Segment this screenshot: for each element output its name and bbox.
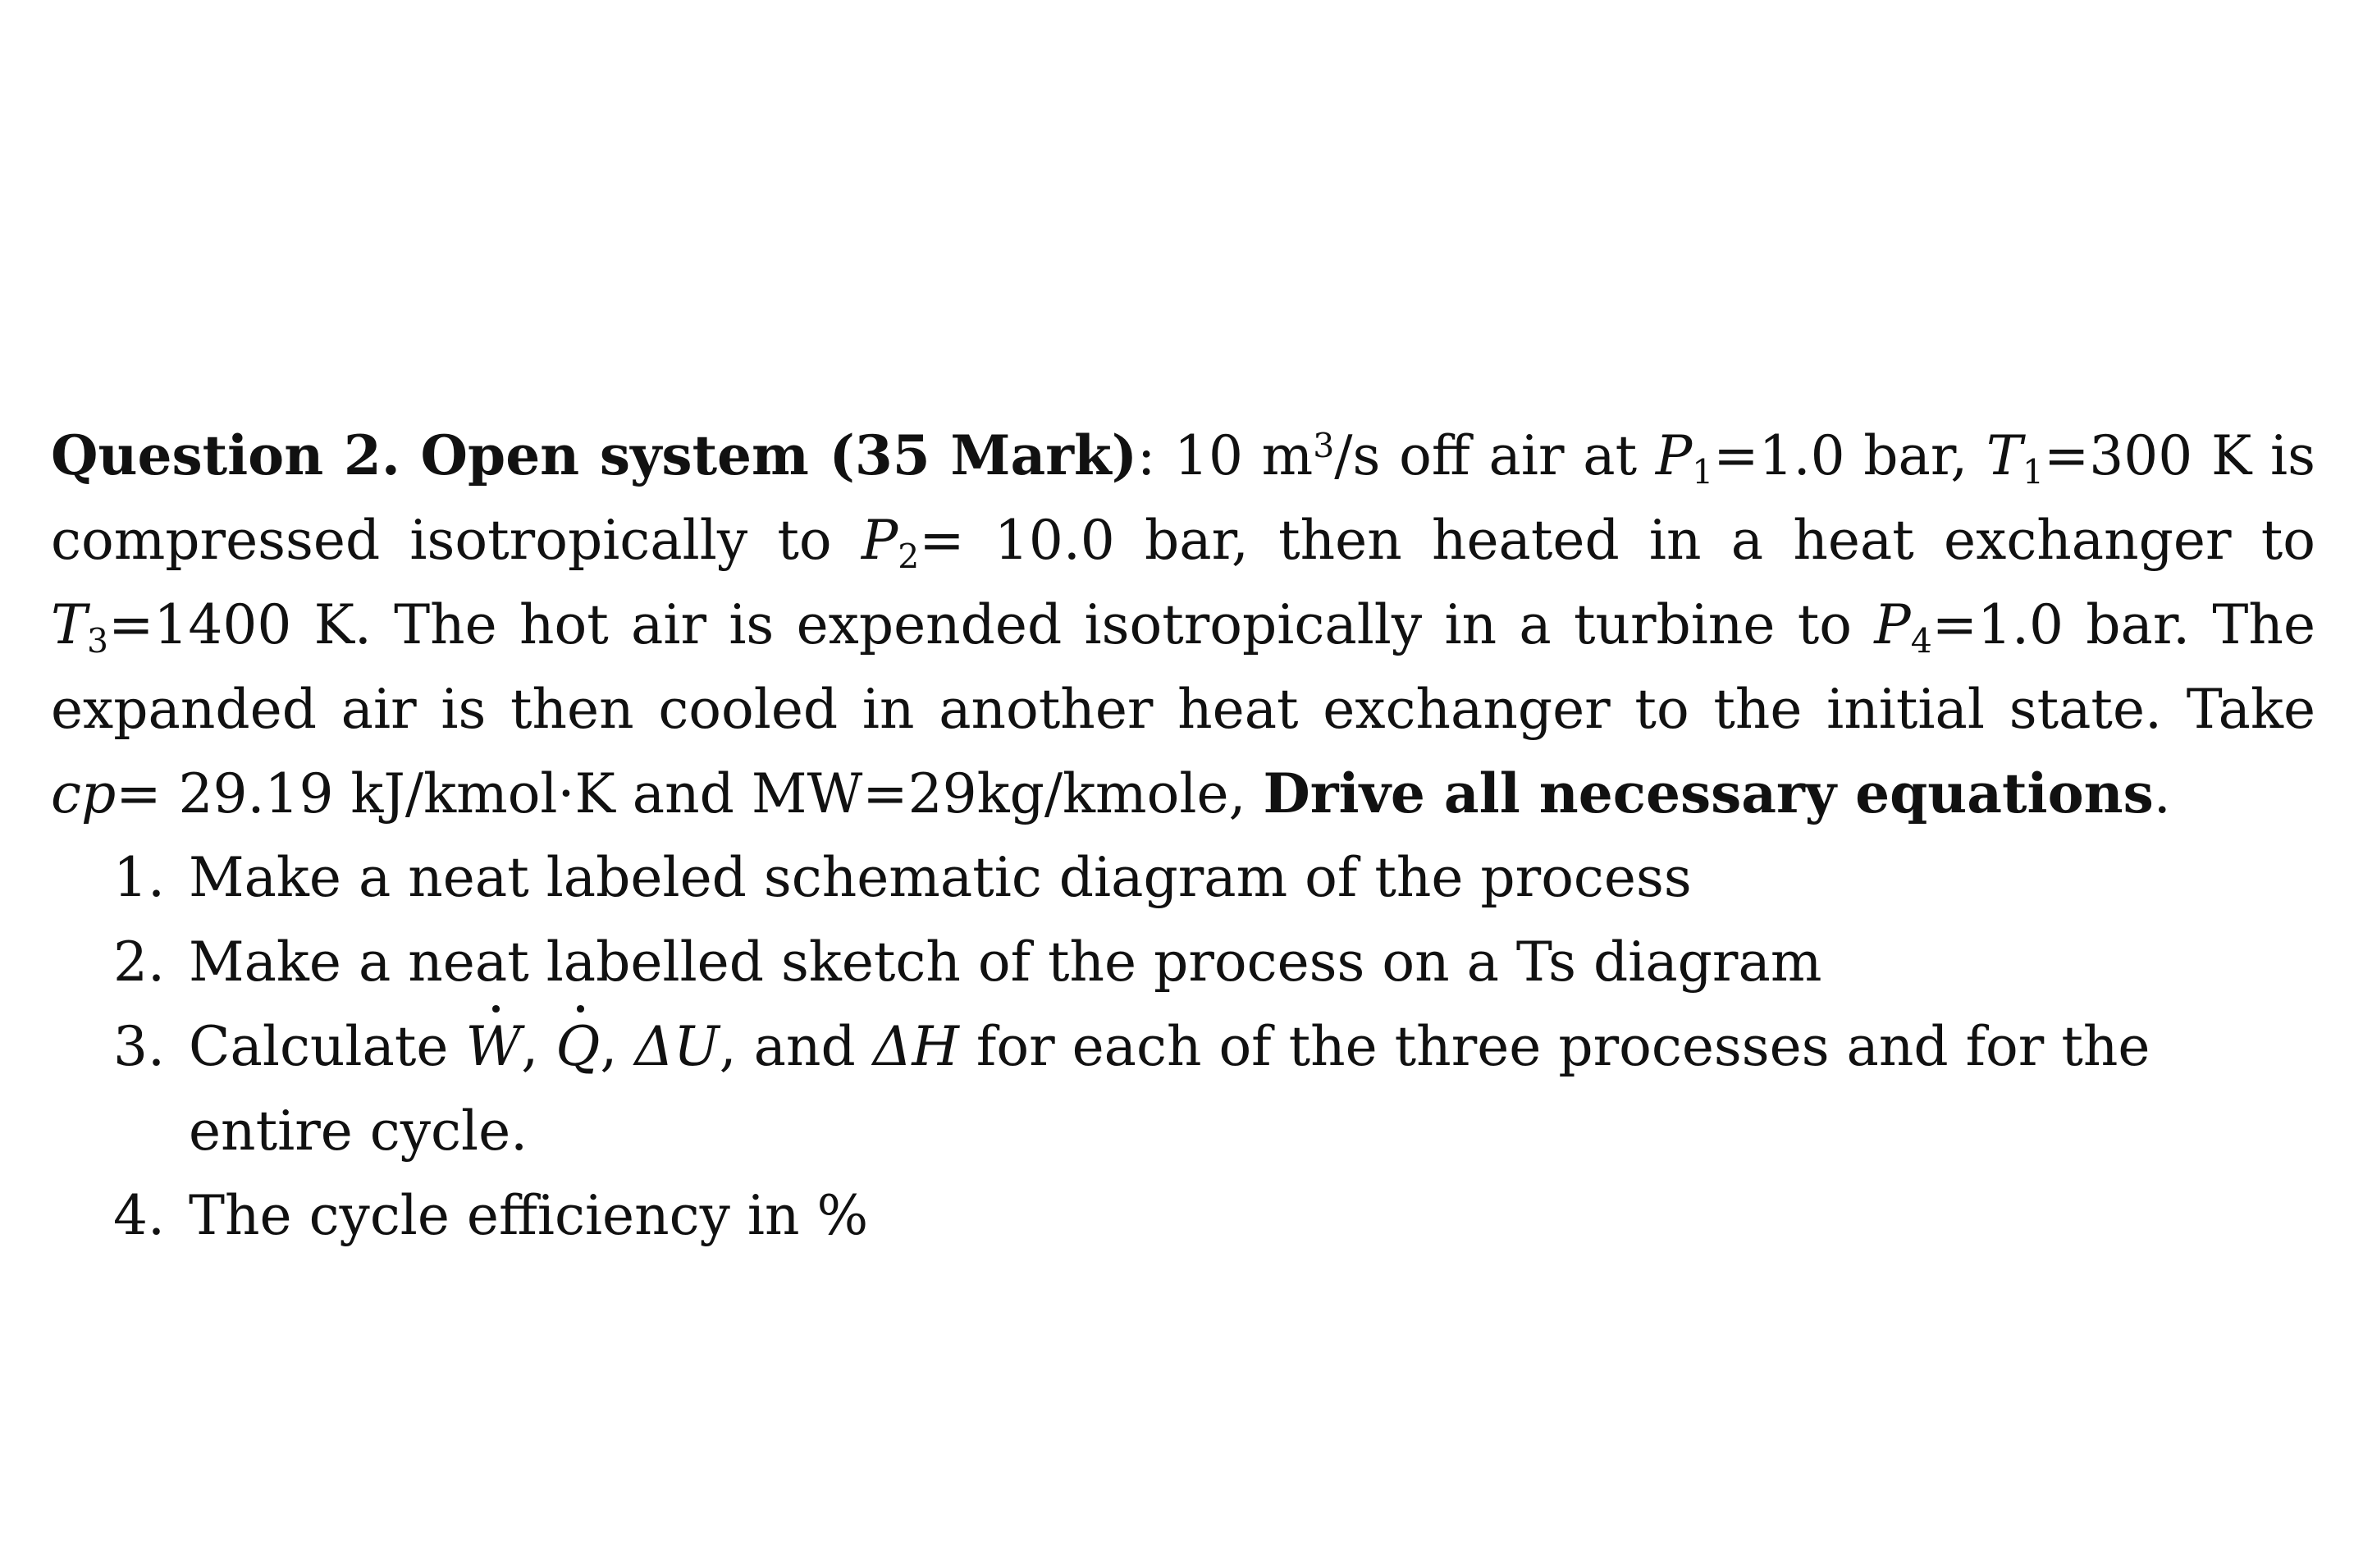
task-number-2: 2.	[113, 930, 165, 994]
p4-subscript: 4	[1910, 621, 1932, 661]
p2-symbol: P	[861, 509, 898, 572]
task-list	[98, 835, 2314, 1258]
p1-subscript: 1	[1692, 452, 1714, 492]
separator-2: ,	[600, 1015, 635, 1078]
end-period: .	[2153, 762, 2171, 825]
emphasis-text: Drive all necessary equations	[1263, 761, 2154, 825]
p1-symbol: P	[1655, 424, 1693, 487]
p1-value: =1.0 bar,	[1713, 424, 1986, 487]
question-paragraph	[51, 414, 2315, 836]
cp-symbol: cp	[51, 762, 117, 825]
task-item-3	[98, 1004, 2314, 1173]
delta-h-symbol: ΔH	[872, 1015, 959, 1078]
task-item-1	[98, 835, 2314, 920]
t3-subscript: 3	[87, 621, 109, 661]
task-text-4: The cycle efficiency in %	[189, 1184, 869, 1247]
task-number-1: 1.	[113, 846, 165, 909]
question-heading: Question 2. Open system (35 Mark)	[51, 423, 1137, 487]
task-number-4: 4.	[113, 1184, 165, 1247]
delta-u-symbol: ΔU	[634, 1015, 720, 1078]
task-item-4	[98, 1173, 2314, 1258]
task-number-3: 3.	[113, 1015, 165, 1078]
t1-value: =300 K is compressed isotropically to	[51, 424, 2315, 572]
t3-value: =1400 K. The hot air is expended isotropically in a turbine to	[108, 593, 1875, 656]
heading-colon: :	[1136, 424, 1156, 487]
task-item-2	[98, 920, 2314, 1004]
flow-exponent: 3	[1313, 426, 1335, 466]
task-text-3-pre: Calculate	[189, 1015, 466, 1078]
separator-1: ,	[521, 1015, 556, 1078]
t3-symbol: T	[51, 593, 88, 656]
t1-subscript: 1	[2022, 452, 2044, 492]
p2-value: = 10.0 bar, then heated in a heat exchanger to	[919, 509, 2315, 572]
p4-value: =1.0 bar. The expanded air is then cooled in another heat exchanger to the initial state. Take	[51, 593, 2316, 741]
p4-symbol: P	[1874, 593, 1911, 656]
t1-symbol: T	[1986, 424, 2022, 487]
p2-subscript: 2	[898, 537, 920, 577]
w-dot-symbol: W	[465, 1004, 521, 1089]
flow-value: 10 m	[1155, 424, 1314, 487]
q-dot-symbol: Q	[555, 1004, 600, 1089]
task-text-1: Make a neat labeled schematic diagram of the process	[189, 846, 1692, 909]
cp-value: = 29.19 kJ/kmol·K and MW=29kg/kmole,	[116, 762, 1264, 825]
separator-3: , and	[719, 1015, 873, 1078]
task-text-3-post: for each of the three processes and for the entire cycle.	[189, 1015, 2150, 1163]
flow-unit: /s off air at	[1334, 424, 1656, 487]
task-text-2: Make a neat labelled sketch of the process on a Ts diagram	[189, 930, 1822, 994]
